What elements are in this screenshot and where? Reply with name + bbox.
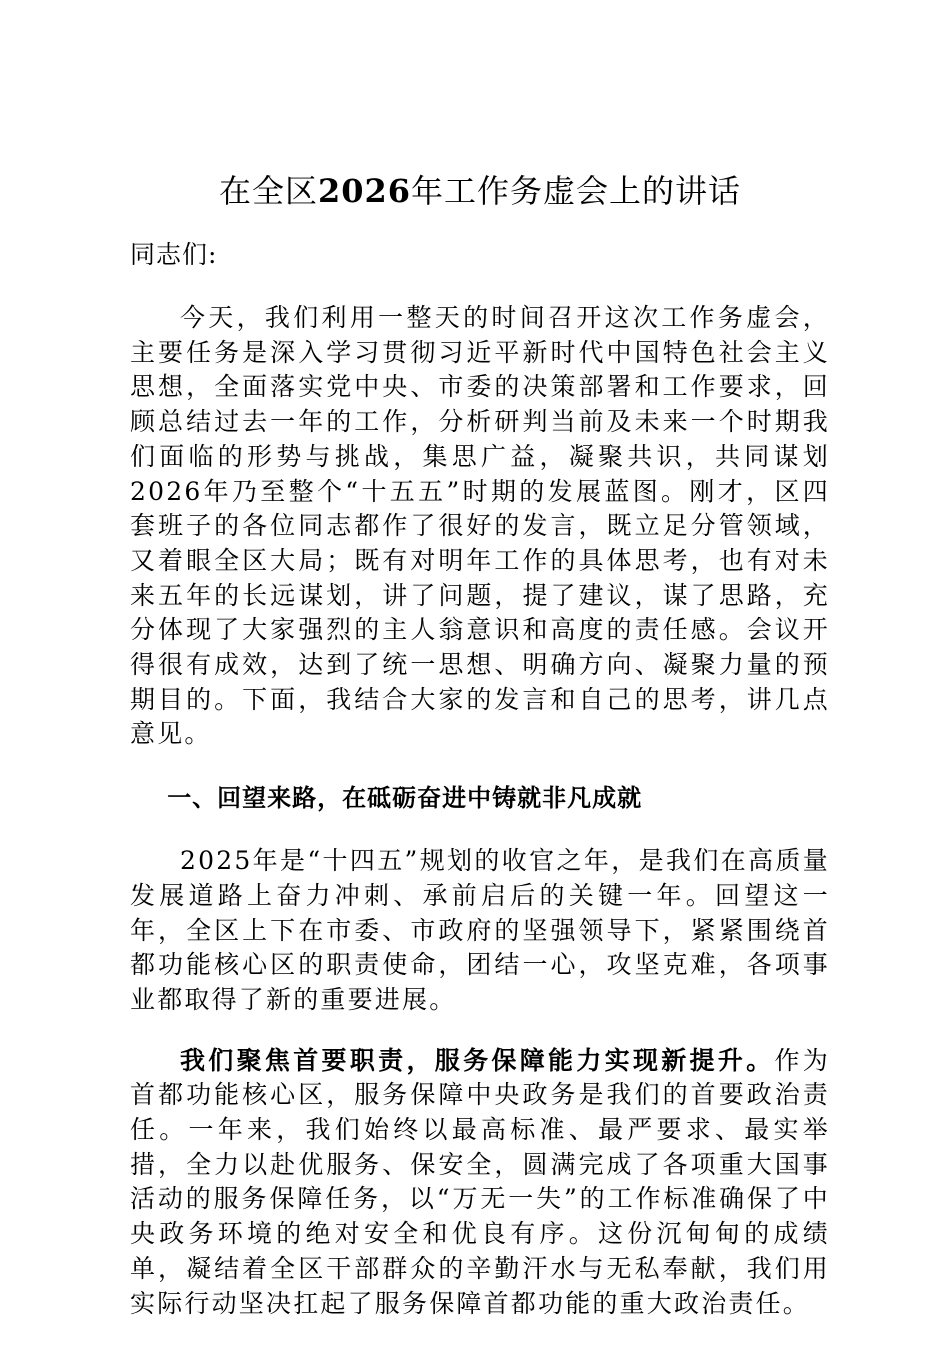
intro-paragraph: 今天，我们利用一整天的时间召开这次工作务虚会，主要任务是深入学习贯彻习近平新时代中国特色社会主义思想，全面落实党中央、市委的决策部署和工作要求，回顾总结过去一年的工作，分析研判当前及未来一个时期我们面临的形势与挑战，集思广益，凝聚共识，共同谋划2026年乃至整个“十五五”时期的发展蓝图。刚才，区四套班子的各位同志都作了很好的发言，既立足分管领域，又着眼全区大局；既有对明年工作的具体思考，也有对未来五年的长远谋划，讲了问题，提了建议，谋了思路，充分体现了大家强烈的主人翁意识和高度的责任感。会议开得很有成效，达到了统一思想、明确方向、凝聚力量的预期目的。下面，我结合大家的发言和自己的思考，讲几点意见。 (130, 303, 830, 749)
document-page (130, 165, 830, 1347)
document-title (130, 165, 830, 217)
section-1-heading: 一、回望来路，在砥砺奋进中铸就非凡成就 (167, 783, 643, 813)
point-1-body: 作为首都功能核心区，服务保障中央政务是我们的首要政治责任。一年来，我们始终以最高标准、最严要求、最实举措，全力以赴优服务、保安全，圆满完成了各项重大国事活动的服务保障任务，以“万无一失”的工作标准确保了中央政务环境的绝对安全和优良有序。这份沉甸甸的成绩单，凝结着全区干部群众的辛勤汗水与无私奉献，我们用实际行动坚决扛起了服务保障首都功能的重大政治责任。 (130, 1045, 830, 1318)
title-prefix: 在全区 (218, 172, 318, 210)
title-suffix: 年工作务虚会上的讲话 (411, 172, 742, 210)
title-year: 2026 (317, 172, 412, 210)
point-1-lead: 我们聚焦首要职责，服务保障能力实现新提升。 (180, 1045, 775, 1075)
section-1-point-1 (130, 1044, 830, 1322)
salutation: 同志们: (130, 240, 218, 269)
section-1-paragraph: 2025年是“十四五”规划的收官之年，是我们在高质量发展道路上奋力冲刺、承前启后的关键一年。回望这一年，全区上下在市委、市政府的坚强领导下，紧紧围绕首都功能核心区的职责使命，团结一心，攻坚克难，各项事业都取得了新的重要进展。 (130, 846, 830, 1014)
